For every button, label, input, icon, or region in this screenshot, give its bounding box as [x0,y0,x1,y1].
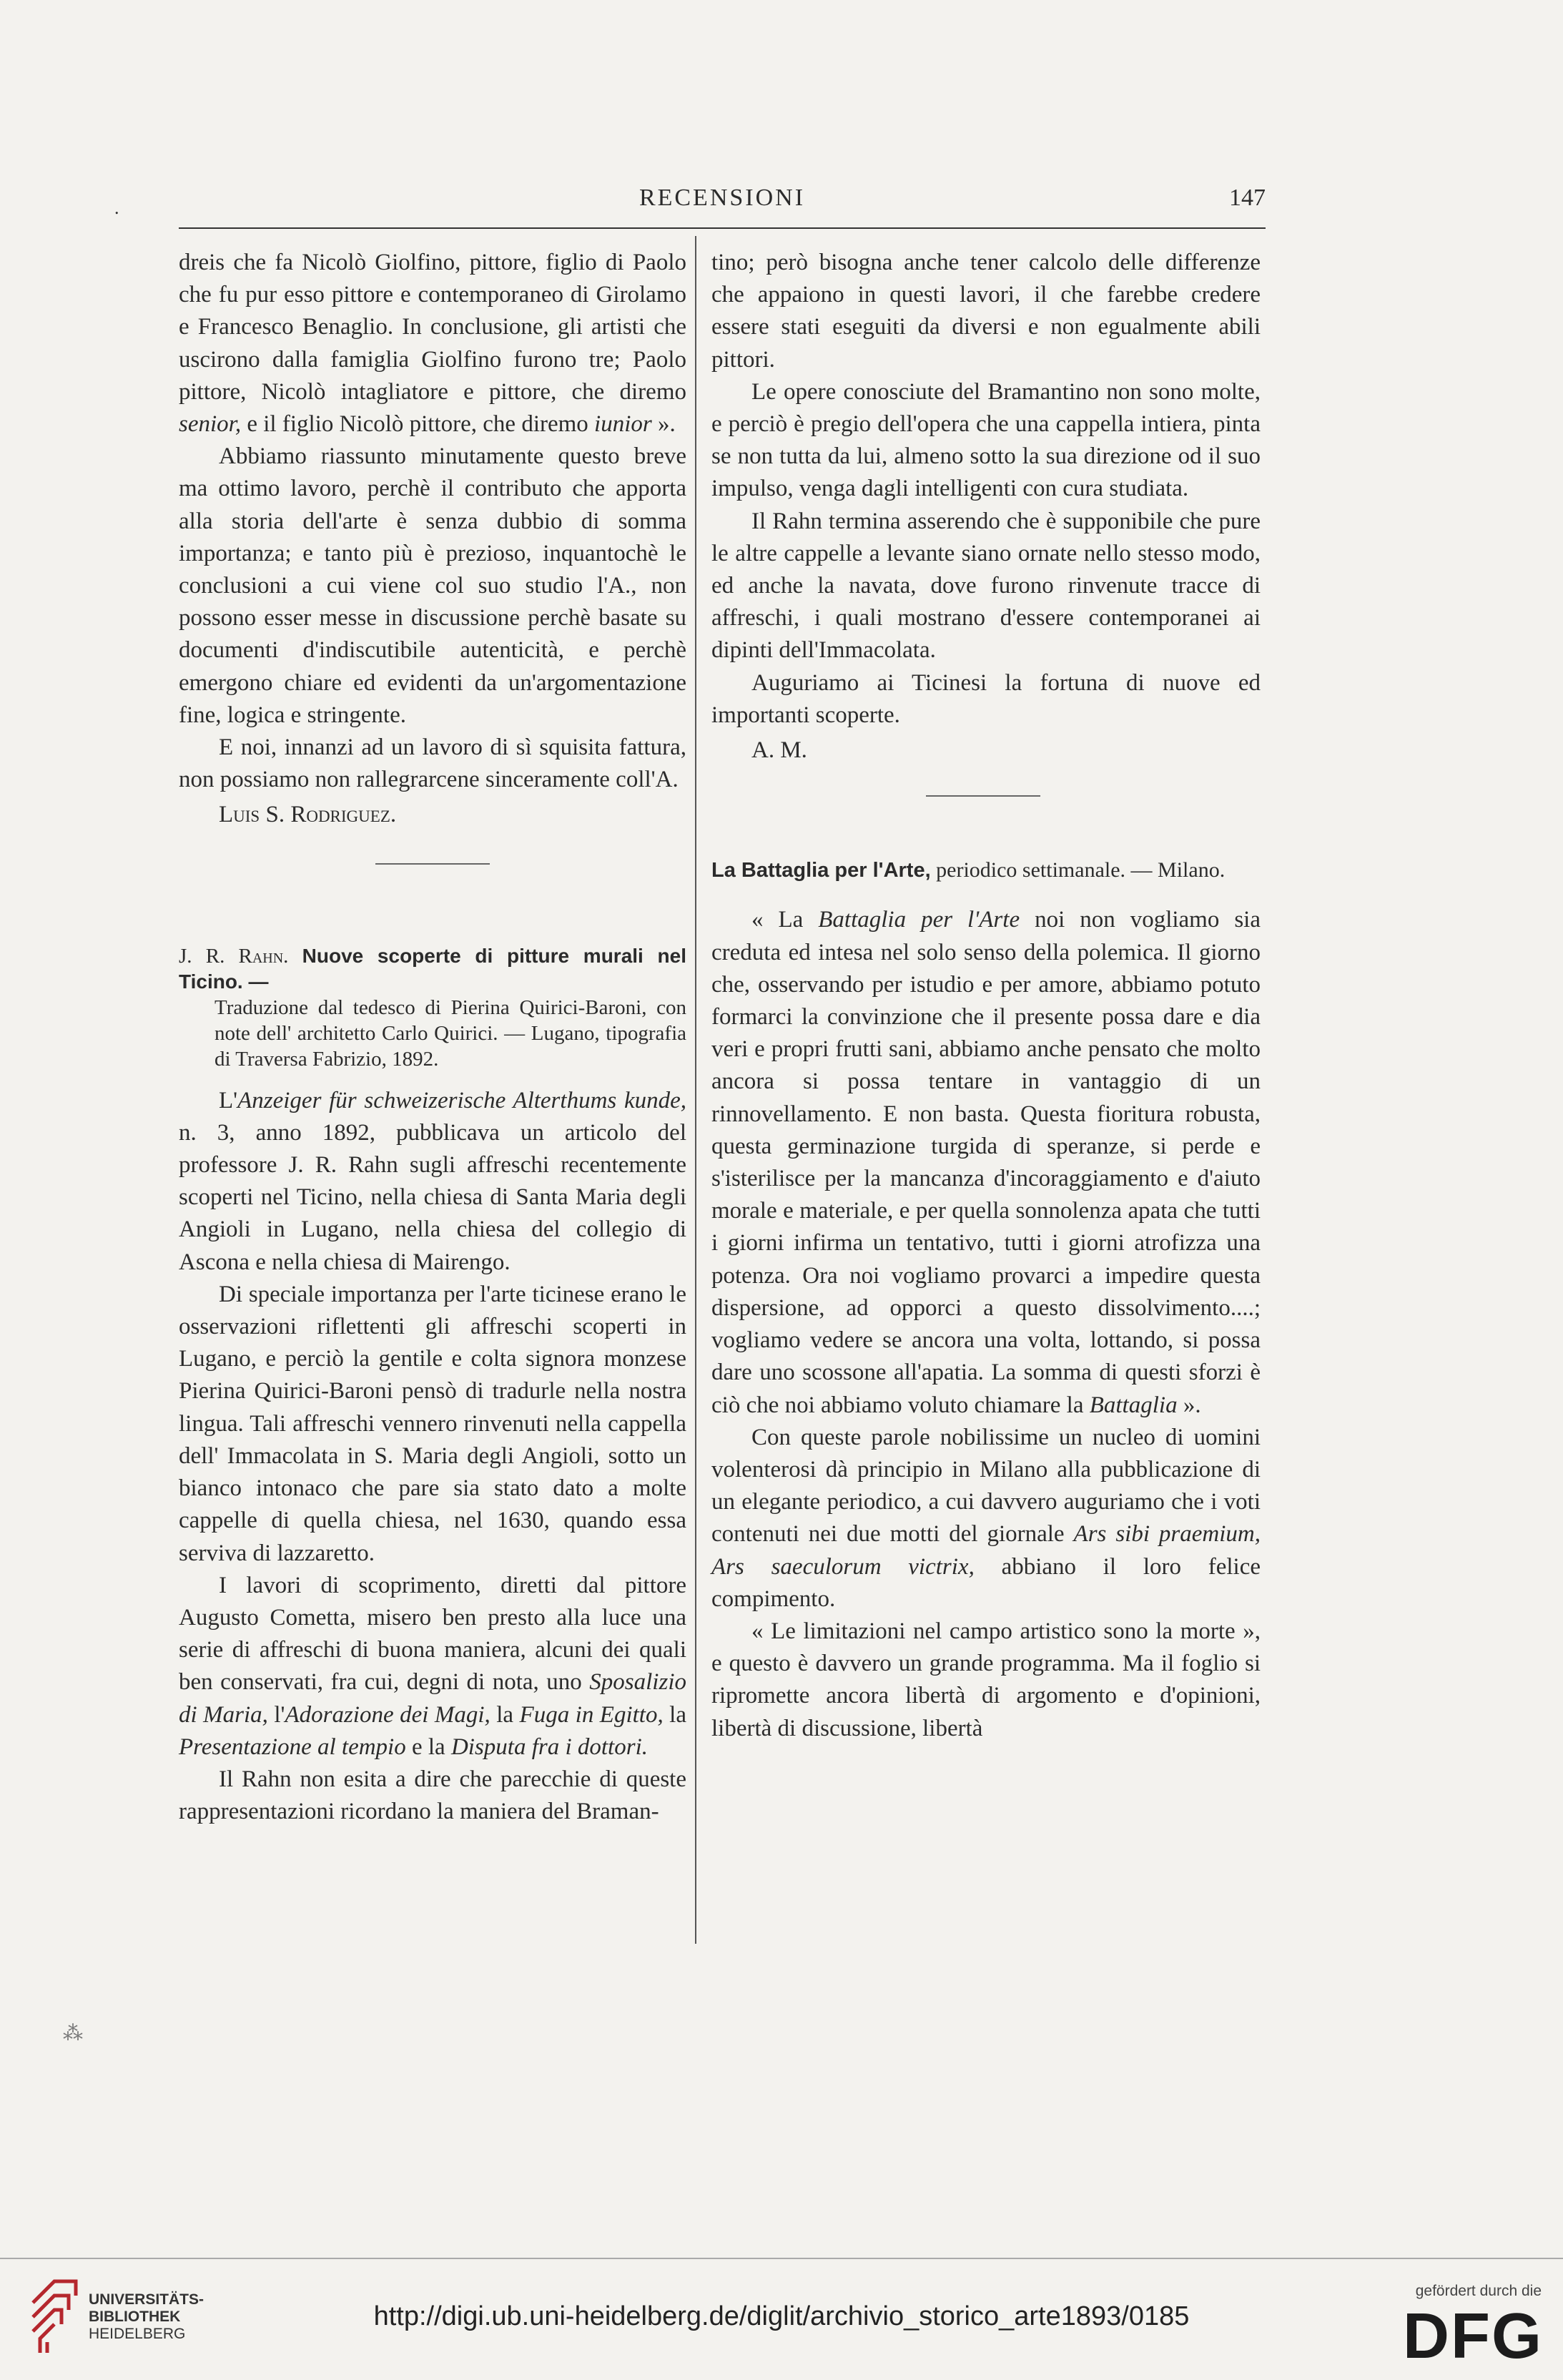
review-bibliographic-note: Traduzione dal tedesco di Pierina Quirici-Baroni, con note dell' architetto Carlo Quirici. — Lugano, tipografia di Traversa Fabrizio, 1892. [215,995,686,1071]
right-paragraph-7: « Le limitazioni nel campo artistico sono la morte », e questo è davvero un grande programma. Ma il foglio si ripromette ancora libertà di argomento e d'opinioni, libertà di discussione, libertà [711,1618,1261,1741]
institution-name: UNIVERSITÄTS- BIBLIOTHEK HEIDELBERG [89,2291,204,2342]
digital-object-url[interactable]: http://digi.ub.uni-heidelberg.de/diglit/archivio_storico_arte1893/0185 [373,2301,1190,2331]
right-paragraph-6: Con queste parole nobilissime un nucleo di uomini volenterosi dà principio in Milano alla pubblicazione di un elegante periodico, a cui davvero auguriamo che i voti contenuti nei due motti del giornale Ars sibi praemium, Ars saeculorum victrix, abbiano il loro felice compimento. [711,1424,1261,1612]
dfg-logo: DFG [1403,2301,1543,2372]
review-heading-rahn [179,943,686,1072]
right-paragraph-3: Il Rahn termina asserendo che è supponibile che pure le altre cappelle a levante siano ornate nello stesso modo, ed anche la navata, dove furono rinvenute tracce di affreschi, i quali mostrano d'essere contemporanei ai dipinti dell'Immacolata. [711,508,1261,664]
running-header [114,185,1266,229]
header-dot: . [114,197,119,218]
review-title: Nuove scoperte di pitture murali nel Ticino. — [179,944,687,993]
left-paragraph-2: Abbiamo riassunto minutamente questo breve ma ottimo lavoro, perchè il contributo che apporta alla storia dell'arte è senza dubbio di somma importanza; e tanto più è prezioso, inquantochè le conclusioni a cui viene col suo studio l'A., non possono esser messe in discussione perchè basate su documenti d'indiscutibile autenticità, e perchè emergono chiare ed evidenti da un'argomentazione fine, logica e stringente. [179,443,686,728]
review-heading-battaglia [711,854,1261,887]
section-separator [375,863,490,865]
left-paragraph-1: dreis che fa Nicolò Giolfino, pittore, figlio di Paolo che fu pur esso pittore e contemporaneo di Girolamo e Francesco Benaglio. In conclusione, gli artisti che uscirono dalla famiglia Giolfino furono tre; Paolo pittore, Nicolò intagliatore e pittore, che diremo senior, e il figlio Nicolò pittore, che diremo iunior ». [179,250,686,438]
left-paragraph-5: Di speciale importanza per l'arte ticinese erano le osservazioni riflettenti gli affreschi scoperti in Lugano, e perciò la gentile e colta signora monzese Pierina Quirici-Baroni pensò di tradurle nella nostra lingua. Tali affreschi vennero rinvenuti nella cappella dell' Immacolata in S. Maria degli Angioli, sotto un bianco intonaco che pare sia stato dato a molte cappelle di quella chiesa, nel 1630, quando essa serviva di lazzaretto. [179,1281,686,1566]
right-paragraph-4: Auguriamo ai Ticinesi la fortuna di nuove ed importanti scoperte. [711,669,1261,728]
left-paragraph-3: E noi, innanzi ad un lavoro di sì squisita fattura, non possiamo non rallegrarcene sinceramente coll'A. [179,734,686,793]
page-number: 147 [1229,185,1266,211]
right-paragraph-2: Le opere conosciute del Bramantino non sono molte, e perciò è pregio dell'opera che una cappella intiera, pinta se non tutta da lui, almeno sotto la sua direzione od il suo impulso, venga dagli intelligenti con cura studiata. [711,378,1261,502]
review-signature-am: A. M. [751,737,807,764]
section-separator-right [926,795,1040,797]
left-paragraph-7: Il Rahn non esita a dire che parecchie di queste rappresentazioni ricordano la maniera del Braman- [179,1766,686,1825]
left-column [179,247,686,1828]
right-paragraph-1: tino; però bisogna anche tener calcolo delle differenze che appaiono in questi lavori, il che farebbe credere essere stati eseguiti da diversi e non egualmente abili pittori. [711,250,1261,373]
running-title: RECENSIONI [638,185,806,211]
review-signature: Luis S. Rodriguez. [219,802,397,828]
left-paragraph-4: L'Anzeiger für schweizerische Alterthums kunde, n. 3, anno 1892, pubblicava un articolo del professore J. R. Rahn sugli affreschi recentemente scoperti nel Ticino, nella chiesa di Santa Maria degli Angioli in Lugano, nella chiesa del collegio di Ascona e nella chiesa di Mairengo. [179,1087,686,1275]
right-paragraph-5: « La Battaglia per l'Arte noi non vogliamo sia creduta ed intesa nel solo senso della polemica. Il giorno che, osservando per istudio e per amore, abbiamo potuto formarci la convinzione che il presente possa dare e dia veri e propri frutti sani, abbiamo anche pensato che molto ancora si possa tentare in vantaggio di un rinnovellamento. E non basta. Questa fioritura robusta, questa germinazione turgida di speranze, si perde e s'isterilisce per la mancanza d'incoraggiamento e d'aiuto morale e materiale, e per quella sonnolenza apata che tutti i giorni infirma un tentativo, tutti i giorni atrofizza una potenza. Ora noi vogliamo provarci a impedire questa dispersione, ad opporci a questo dissolvimento....; vogliamo vedere se ancora una volta, lottando, si possa dare uno scossone all'apatia. La somma di questi sforzi è ciò che noi abbiamo voluto chiamare la Battaglia ». [711,907,1261,1418]
funding-note: gefördert durch die [1415,2283,1542,2299]
column-divider [695,236,696,1944]
review-sub-battaglia: periodico settimanale. — Milano. [930,858,1226,882]
ink-smudge-mark: ⁂ [63,2022,83,2045]
footer-divider [0,2258,1563,2259]
review-author: J. R. Rahn. [179,944,289,968]
right-column [711,247,1261,1745]
review-title-battaglia: La Battaglia per l'Arte, [711,859,931,882]
left-paragraph-6: I lavori di scoprimento, diretti dal pittore Augusto Cometta, misero ben presto alla luce una serie di affreschi di buona maniera, alcuni dei quali ben conservati, fra cui, degni di nota, uno Sposalizio di Maria, l'Adorazione dei Magi, la Fuga in Egitto, la Presentazione al tempio e la Disputa fra i dottori. [179,1572,686,1760]
